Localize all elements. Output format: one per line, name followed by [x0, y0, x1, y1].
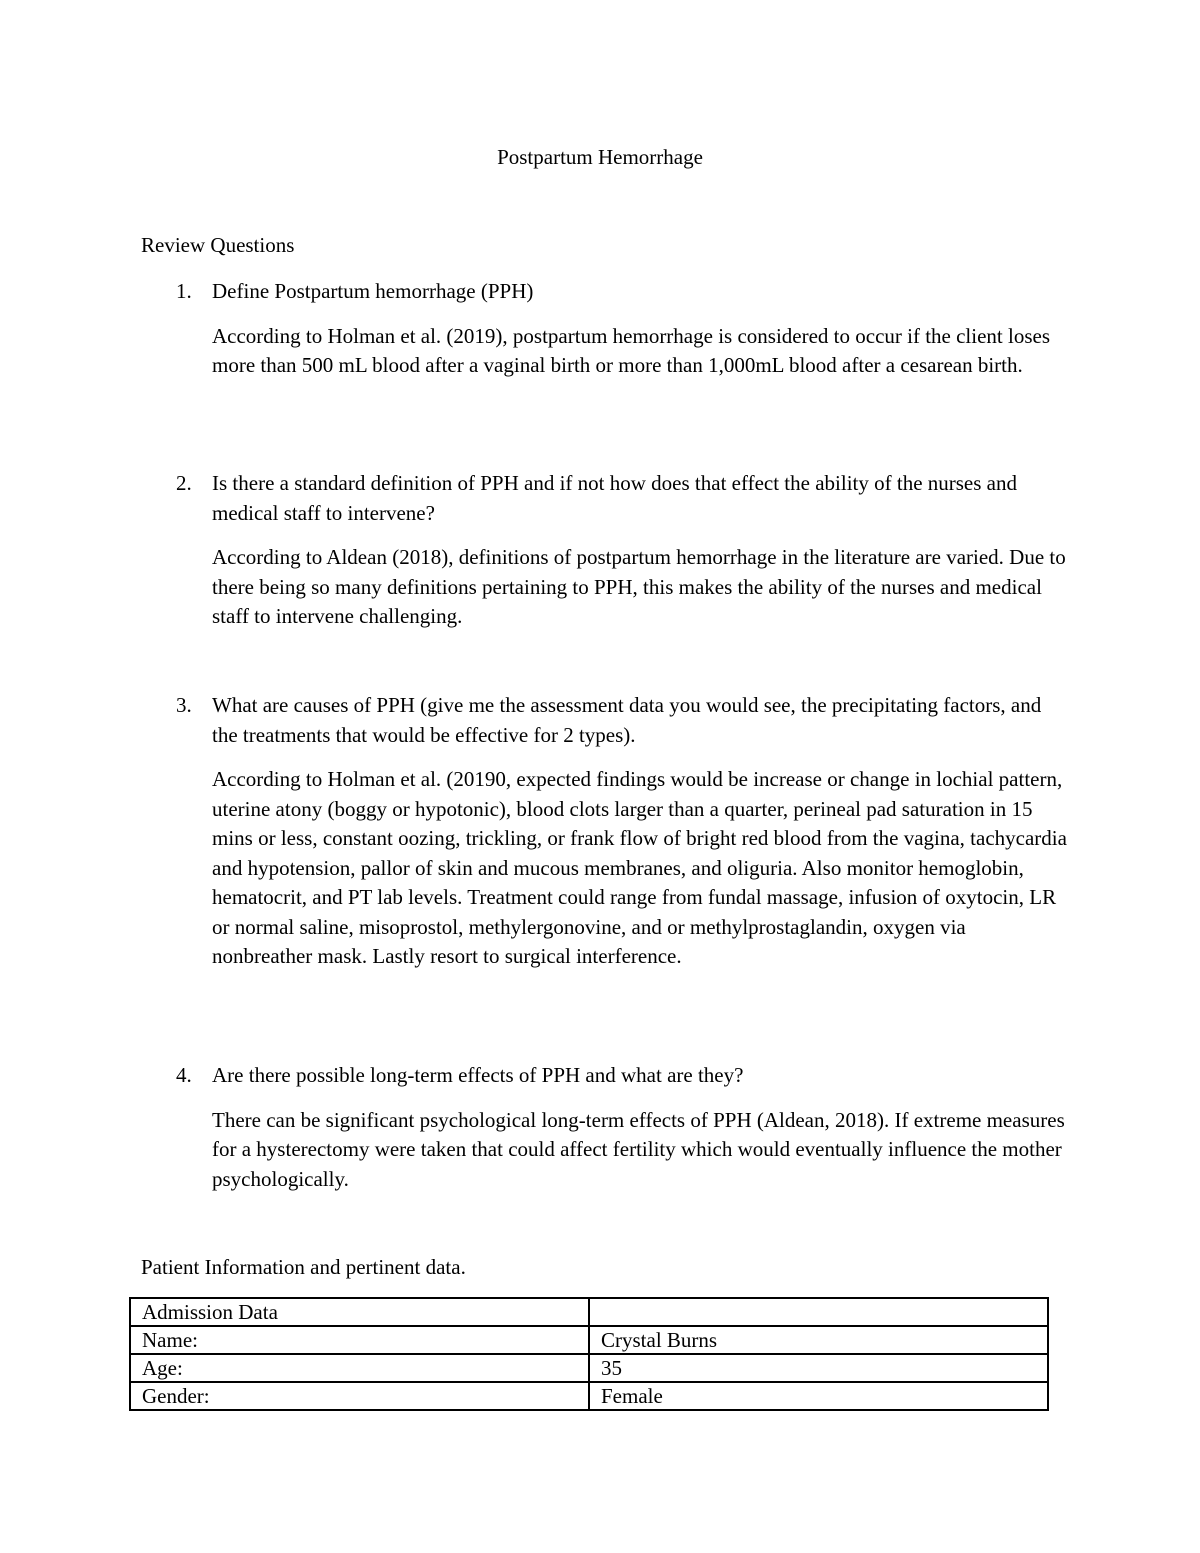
question-1 [141, 277, 1071, 381]
question-text: Is there a standard definition of PPH and if not how does that effect the ability of the nurses and medical staff to intervene? [212, 471, 1017, 525]
row-label: Name: [130, 1326, 589, 1354]
question-3 [141, 691, 1071, 972]
row-value [589, 1298, 1048, 1326]
question-1-text-row [141, 277, 1071, 307]
question-number: 3. [176, 693, 192, 717]
row-label: Gender: [130, 1382, 589, 1410]
answer-text: There can be significant psychological long-term effects of PPH (Aldean, 2018). If extreme measures for a hysterectomy were taken that could affect fertility which would eventually influence the mother psychologically. [212, 1107, 1065, 1191]
question-4-text-row [141, 1061, 1071, 1091]
row-value: 35 [589, 1354, 1048, 1382]
question-number: 2. [176, 471, 192, 495]
review-questions-heading: Review Questions [141, 233, 295, 257]
row-label: Admission Data [130, 1298, 589, 1326]
question-text: Define Postpartum hemorrhage (PPH) [212, 279, 534, 303]
answer-text: According to Holman et al. (20190, expected findings would be increase or change in lochial pattern, uterine atony (boggy or hypotonic), blood clots larger than a quarter, perineal pad saturation in 15 mins or less, constant oozing, trickling, or frank flow of bright red blood from the vagina, tachycardia and hypotension, pallor of skin and mucous membranes, and oliguria. Also monitor hemoglobin, hematocrit, and PT lab levels. Treatment could range from fundal massage, infusion of oxytocin, LR or normal saline, misoprostol, methylergonovine, and or methylprostaglandin, oxygen via nonbreather mask. Lastly resort to surgical interference. [212, 767, 1067, 968]
question-number: 1. [176, 279, 192, 303]
answer-text: According to Holman et al. (2019), postpartum hemorrhage is considered to occur if the client loses more than 500 mL blood after a vaginal birth or more than 1,000mL blood after a cesarean birth. [212, 323, 1051, 377]
table-row [130, 1298, 1048, 1326]
row-value: Female [589, 1382, 1048, 1410]
table-row [130, 1326, 1048, 1354]
table-row [130, 1354, 1048, 1382]
question-text: Are there possible long-term effects of PPH and what are they? [212, 1063, 744, 1087]
question-3-text-row [141, 691, 1071, 750]
patient-data-table [129, 1297, 1049, 1411]
question-number: 4. [176, 1063, 192, 1087]
row-label: Age: [130, 1354, 589, 1382]
patient-info-heading: Patient Information and pertinent data. [141, 1255, 466, 1279]
row-value: Crystal Burns [589, 1326, 1048, 1354]
question-4 [141, 1061, 1071, 1194]
question-text: What are causes of PPH (give me the assessment data you would see, the precipitating factors, and the treatments that would be effective for 2 types). [212, 693, 1042, 747]
question-2 [141, 469, 1071, 632]
document-title: Postpartum Hemorrhage [497, 145, 703, 169]
table-row [130, 1382, 1048, 1410]
question-2-text-row [141, 469, 1071, 528]
answer-text: According to Aldean (2018), definitions of postpartum hemorrhage in the literature are varied. Due to there being so many definitions pertaining to PPH, this makes the ability of the nurses and medical staff to intervene challenging. [212, 545, 1066, 628]
